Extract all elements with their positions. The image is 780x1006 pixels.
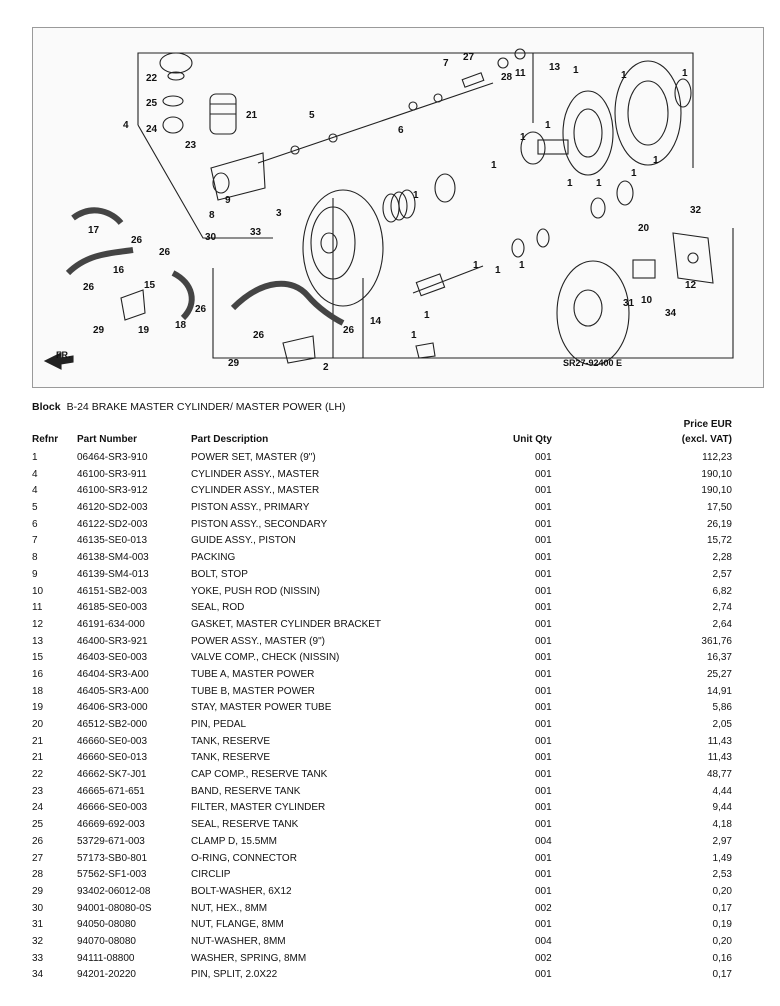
refnr-cell: 27: [32, 852, 44, 864]
price-cell: 0,17: [712, 902, 732, 914]
table-row: [0, 734, 780, 751]
part-number-cell: 46404-SR3-A00: [77, 668, 149, 680]
price-cell: 6,82: [712, 585, 732, 597]
price-cell: 2,57: [712, 568, 732, 580]
header-part-description: Part Description: [191, 434, 269, 445]
refnr-cell: 10: [32, 585, 44, 597]
part-number-cell: 93402-06012-08: [77, 885, 151, 897]
callout-23: 23: [185, 140, 197, 151]
diaphragm-plate: [563, 91, 613, 175]
part-number-cell: 46120-SD2-003: [77, 502, 148, 514]
table-row: [0, 517, 780, 534]
svg-text:1: 1: [596, 178, 602, 189]
part-number-cell: 94070-08080: [77, 935, 136, 947]
part-description-cell: CIRCLIP: [191, 869, 231, 881]
part-number-cell: 46135-SE0-013: [77, 535, 148, 547]
callout-31: 31: [623, 298, 635, 309]
table-row: [0, 867, 780, 884]
callout-2: 2: [323, 362, 329, 373]
unit-qty-cell: 001: [535, 518, 552, 530]
unit-qty-cell: 001: [535, 468, 552, 480]
header-price-line1: Price EUR: [683, 419, 732, 430]
callout-33: 33: [250, 227, 262, 238]
unit-qty-cell: 001: [535, 885, 552, 897]
part-description-cell: SEAL, RESERVE TANK: [191, 819, 299, 831]
unit-qty-cell: 001: [535, 535, 552, 547]
table-row: [0, 483, 780, 500]
callout-1-bracket: 1: [411, 330, 417, 341]
unit-qty-cell: 004: [535, 935, 552, 947]
table-row: [0, 767, 780, 784]
refnr-cell: 6: [32, 518, 38, 530]
callout-27: 27: [463, 52, 475, 63]
unit-qty-cell: 001: [535, 668, 552, 680]
unit-qty-cell: 001: [535, 919, 552, 931]
refnr-cell: 4: [32, 485, 38, 497]
callout-18: 18: [175, 320, 187, 331]
callout-30: 30: [205, 232, 217, 243]
table-row: [0, 617, 780, 634]
part-number-cell: 46400-SR3-921: [77, 635, 148, 647]
svg-text:1: 1: [545, 120, 551, 131]
diagram-code: SR27-92400 E: [563, 358, 623, 368]
unit-qty-cell: 001: [535, 852, 552, 864]
price-cell: 1,49: [712, 852, 732, 864]
part-description-cell: CYLINDER ASSY., MASTER: [191, 485, 320, 497]
table-row: [0, 450, 780, 467]
callout-29a: 29: [93, 325, 105, 336]
hose-18: [173, 273, 192, 318]
unit-qty-cell: 001: [535, 802, 552, 814]
part-number-cell: 46405-SR3-A00: [77, 685, 149, 697]
part-description-cell: GASKET, MASTER CYLINDER BRACKET: [191, 618, 382, 630]
price-cell: 0,17: [712, 969, 732, 981]
callout-26b: 26: [159, 247, 171, 258]
callout-7: 7: [443, 58, 449, 69]
part-description-cell: PIN, PEDAL: [191, 719, 247, 730]
callout-3: 3: [276, 208, 282, 219]
callout-34: 34: [665, 308, 677, 319]
price-cell: 2,97: [712, 835, 732, 847]
svg-text:1: 1: [413, 190, 419, 201]
price-cell: 5,86: [712, 702, 732, 714]
price-cell: 16,37: [706, 652, 732, 664]
refnr-cell: 34: [32, 969, 44, 981]
table-row: [0, 967, 780, 984]
part-description-cell: WASHER, SPRING, 8MM: [191, 952, 307, 964]
table-row: [0, 884, 780, 901]
callout-15: 15: [144, 280, 156, 291]
part-number-cell: 46138-SM4-003: [77, 552, 149, 564]
header-refnr: Refnr: [32, 434, 59, 445]
refnr-cell: 33: [32, 952, 44, 964]
refnr-cell: 30: [32, 902, 44, 914]
price-cell: 2,05: [712, 719, 732, 730]
refnr-cell: 7: [32, 535, 38, 547]
callout-12: 12: [685, 280, 697, 291]
refnr-cell: 23: [32, 785, 44, 797]
callout-26f: 26: [253, 330, 265, 341]
callout-14: 14: [370, 316, 382, 327]
front-label: FR.: [56, 350, 71, 360]
part-number-cell: 46662-SK7-J01: [77, 769, 147, 781]
table-row: [0, 650, 780, 667]
refnr-cell: 15: [32, 652, 44, 664]
price-cell: 2,74: [712, 602, 732, 614]
refnr-cell: 18: [32, 685, 44, 697]
parts-diagram: [32, 27, 764, 388]
part-description-cell: PIN, SPLIT, 2.0X22: [191, 969, 278, 981]
svg-text:1: 1: [424, 310, 430, 321]
refnr-cell: 21: [32, 752, 44, 764]
table-row: [0, 834, 780, 851]
table-row: [0, 684, 780, 701]
svg-text:1: 1: [573, 65, 579, 76]
part-description-cell: NUT, HEX., 8MM: [191, 902, 268, 914]
table-row: [0, 634, 780, 651]
part-description-cell: BOLT-WASHER, 6X12: [191, 885, 292, 897]
rear-shell: [557, 261, 629, 365]
table-row: [0, 584, 780, 601]
refnr-cell: 5: [32, 502, 38, 514]
table-row: [0, 467, 780, 484]
callout-26d: 26: [195, 304, 207, 315]
callout-28: 28: [501, 72, 513, 83]
part-number-cell: 46406-SR3-000: [77, 702, 148, 714]
unit-qty-cell: 001: [535, 452, 552, 463]
table-row: [0, 817, 780, 834]
unit-qty-cell: 001: [535, 652, 552, 664]
unit-qty-cell: 004: [535, 835, 552, 847]
part-description-cell: GUIDE ASSY., PISTON: [191, 535, 296, 547]
callout-5: 5: [309, 110, 315, 121]
callout-26c: 26: [83, 282, 95, 293]
svg-text:1: 1: [631, 168, 637, 179]
part-description-cell: FILTER, MASTER CYLINDER: [191, 802, 326, 814]
callout-20: 20: [638, 223, 650, 234]
part-description-cell: PACKING: [191, 552, 236, 564]
refnr-cell: 31: [32, 919, 44, 931]
price-cell: 4,18: [712, 819, 732, 831]
part-description-cell: CAP COMP., RESERVE TANK: [191, 769, 328, 781]
table-row: [0, 901, 780, 918]
price-cell: 48,77: [706, 769, 732, 781]
part-description-cell: TANK, RESERVE: [191, 735, 271, 747]
part-number-cell: 46512-SB2-000: [77, 719, 148, 730]
table-row: [0, 717, 780, 734]
svg-text:1: 1: [473, 260, 479, 271]
part-number-cell: 94001-08080-0S: [77, 902, 152, 914]
refnr-cell: 4: [32, 468, 38, 480]
svg-text:1: 1: [621, 70, 627, 81]
price-cell: 15,72: [706, 535, 732, 547]
price-cell: 112,23: [702, 452, 732, 463]
part-number-cell: 46403-SE0-003: [77, 652, 148, 664]
refnr-cell: 11: [32, 602, 43, 614]
callout-8: 8: [209, 210, 215, 221]
part-number-cell: 53729-671-003: [77, 835, 145, 847]
refnr-cell: 21: [32, 735, 44, 747]
part-number-cell: 94201-20220: [77, 969, 136, 981]
gasket: [673, 233, 713, 283]
part-description-cell: PISTON ASSY., PRIMARY: [191, 502, 310, 514]
unit-qty-cell: 001: [535, 769, 552, 781]
part-description-cell: STAY, MASTER POWER TUBE: [191, 702, 332, 714]
part-description-cell: TANK, RESERVE: [191, 752, 271, 764]
part-description-cell: O-RING, CONNECTOR: [191, 852, 297, 864]
parts-table: [0, 450, 780, 984]
part-description-cell: NUT, FLANGE, 8MM: [191, 919, 284, 931]
block-title: [32, 401, 345, 413]
part-number-cell: 46660-SE0-013: [77, 752, 148, 764]
diagram-drawing: [33, 28, 763, 387]
price-cell: 0,16: [712, 952, 732, 964]
unit-qty-cell: 001: [535, 568, 552, 580]
part-number-cell: 46665-671-651: [77, 785, 145, 797]
callout-19: 19: [138, 325, 150, 336]
svg-text:1: 1: [495, 265, 501, 276]
hose-lower: [233, 284, 343, 323]
part-description-cell: BAND, RESERVE TANK: [191, 785, 301, 797]
part-description-cell: TUBE B, MASTER POWER: [191, 685, 315, 697]
part-number-cell: 46669-692-003: [77, 819, 145, 831]
price-cell: 0,20: [712, 935, 732, 947]
unit-qty-cell: 001: [535, 702, 552, 714]
part-number-cell: 46666-SE0-003: [77, 802, 148, 814]
part-number-cell: 94050-08080: [77, 919, 136, 931]
refnr-cell: 19: [32, 702, 44, 714]
part-number-cell: 94111-08800: [77, 952, 135, 964]
table-row: [0, 533, 780, 550]
unit-qty-cell: 002: [535, 952, 552, 964]
callout-29b: 29: [228, 358, 240, 369]
unit-qty-cell: 001: [535, 969, 552, 981]
callout-17: 17: [88, 225, 100, 236]
header-price-line2: (excl. VAT): [681, 434, 732, 445]
callout-9: 9: [225, 195, 231, 206]
stay-19: [121, 290, 145, 320]
table-row: [0, 500, 780, 517]
unit-qty-cell: 001: [535, 635, 552, 647]
table-row: [0, 667, 780, 684]
refnr-cell: 28: [32, 869, 44, 881]
price-cell: 2,28: [712, 552, 732, 564]
part-description-cell: SEAL, ROD: [191, 602, 245, 614]
price-cell: 14,91: [706, 685, 732, 697]
price-cell: 2,53: [712, 869, 732, 881]
price-cell: 4,44: [712, 785, 732, 797]
refnr-cell: 26: [32, 835, 44, 847]
price-cell: 25,27: [706, 668, 732, 680]
price-cell: 26,19: [706, 518, 732, 530]
refnr-cell: 13: [32, 635, 44, 647]
table-row: [0, 600, 780, 617]
refnr-cell: 24: [32, 802, 44, 814]
unit-qty-cell: 001: [535, 585, 552, 597]
part-number-cell: 46660-SE0-003: [77, 735, 148, 747]
callout-13: 13: [549, 62, 561, 73]
booster-drum: [303, 190, 383, 306]
stay-2: [283, 336, 315, 363]
unit-qty-cell: 001: [535, 869, 552, 881]
part-description-cell: BOLT, STOP: [191, 568, 248, 580]
callout-22: 22: [146, 73, 158, 84]
part-description-cell: VALVE COMP., CHECK (NISSIN): [191, 652, 340, 664]
part-number-cell: 46122-SD2-003: [77, 518, 148, 530]
unit-qty-cell: 001: [535, 552, 552, 564]
refnr-cell: 22: [32, 769, 44, 781]
table-row: [0, 951, 780, 968]
price-cell: 11,43: [707, 735, 732, 747]
part-number-cell: 46185-SE0-003: [77, 602, 148, 614]
refnr-cell: 8: [32, 552, 38, 564]
part-description-cell: CYLINDER ASSY., MASTER: [191, 468, 320, 480]
reservoir-cap: [160, 53, 192, 73]
callout-25: 25: [146, 98, 158, 109]
unit-qty-cell: 001: [535, 719, 552, 730]
part-number-cell: 46151-SB2-003: [77, 585, 148, 597]
unit-qty-cell: 001: [535, 819, 552, 831]
part-number-cell: 06464-SR3-910: [77, 452, 148, 463]
unit-qty-cell: 002: [535, 902, 552, 914]
block-name: B-24 BRAKE MASTER CYLINDER/ MASTER POWER (LH): [66, 401, 346, 413]
unit-qty-cell: 001: [535, 752, 552, 764]
callout-21: 21: [246, 110, 258, 121]
part-number-cell: 46100-SR3-912: [77, 485, 148, 497]
table-row: [0, 851, 780, 868]
refnr-cell: 20: [32, 719, 44, 730]
table-row: [0, 917, 780, 934]
table-row: [0, 784, 780, 801]
refnr-cell: 32: [32, 935, 44, 947]
unit-qty-cell: 001: [535, 618, 552, 630]
price-cell: 9,44: [712, 802, 732, 814]
callout-10: 10: [641, 295, 653, 306]
price-cell: 0,19: [712, 919, 732, 931]
header-unit-qty: Unit Qty: [513, 434, 552, 445]
part-description-cell: TUBE A, MASTER POWER: [191, 668, 315, 680]
part-number-cell: 57562-SF1-003: [77, 869, 147, 881]
part-description-cell: CLAMP D, 15.5MM: [191, 835, 277, 847]
svg-text:1: 1: [653, 155, 659, 166]
refnr-cell: 29: [32, 885, 44, 897]
refnr-cell: 1: [32, 452, 38, 463]
callout-6: 6: [398, 125, 404, 136]
svg-text:1: 1: [567, 178, 573, 189]
refnr-cell: 25: [32, 819, 44, 831]
price-cell: 2,64: [712, 618, 732, 630]
price-cell: 0,20: [712, 885, 732, 897]
refnr-cell: 16: [32, 668, 44, 680]
table-row: [0, 800, 780, 817]
price-cell: 361,76: [701, 635, 732, 647]
refnr-cell: 12: [32, 618, 44, 630]
svg-text:1: 1: [519, 260, 525, 271]
price-cell: 190,10: [701, 485, 732, 497]
part-description-cell: YOKE, PUSH ROD (NISSIN): [191, 585, 320, 597]
part-description-cell: POWER SET, MASTER (9"): [191, 452, 316, 463]
table-row: [0, 750, 780, 767]
table-row: [0, 567, 780, 584]
callout-26a: 26: [131, 235, 143, 246]
table-row: [0, 550, 780, 567]
part-number-cell: 46100-SR3-911: [77, 468, 147, 480]
unit-qty-cell: 001: [535, 685, 552, 697]
unit-qty-cell: 001: [535, 502, 552, 514]
part-description-cell: NUT-WASHER, 8MM: [191, 935, 286, 947]
unit-qty-cell: 001: [535, 602, 552, 614]
price-cell: 11,43: [707, 752, 732, 764]
part-number-cell: 46191-634-000: [77, 618, 145, 630]
callout-26e: 26: [343, 325, 355, 336]
part-description-cell: POWER ASSY., MASTER (9"): [191, 635, 325, 647]
price-cell: 17,50: [706, 502, 732, 514]
callout-32: 32: [690, 205, 702, 216]
svg-text:1: 1: [682, 68, 688, 79]
refnr-cell: 9: [32, 568, 38, 580]
callout-11: 11: [515, 68, 526, 79]
svg-text:1: 1: [491, 160, 497, 171]
hose-17: [73, 210, 121, 223]
unit-qty-cell: 001: [535, 785, 552, 797]
part-number-cell: 46139-SM4-013: [77, 568, 149, 580]
unit-qty-cell: 001: [535, 485, 552, 497]
part-description-cell: PISTON ASSY., SECONDARY: [191, 518, 328, 530]
callout-24: 24: [146, 124, 158, 135]
callout-4: 4: [123, 120, 129, 131]
unit-qty-cell: 001: [535, 735, 552, 747]
table-row: [0, 934, 780, 951]
price-cell: 190,10: [701, 468, 732, 480]
part-number-cell: 57173-SB0-801: [77, 852, 148, 864]
svg-text:1: 1: [520, 132, 526, 143]
block-label: Block: [32, 401, 61, 413]
callout-16: 16: [113, 265, 125, 276]
table-row: [0, 700, 780, 717]
header-part-number: Part Number: [77, 434, 138, 445]
